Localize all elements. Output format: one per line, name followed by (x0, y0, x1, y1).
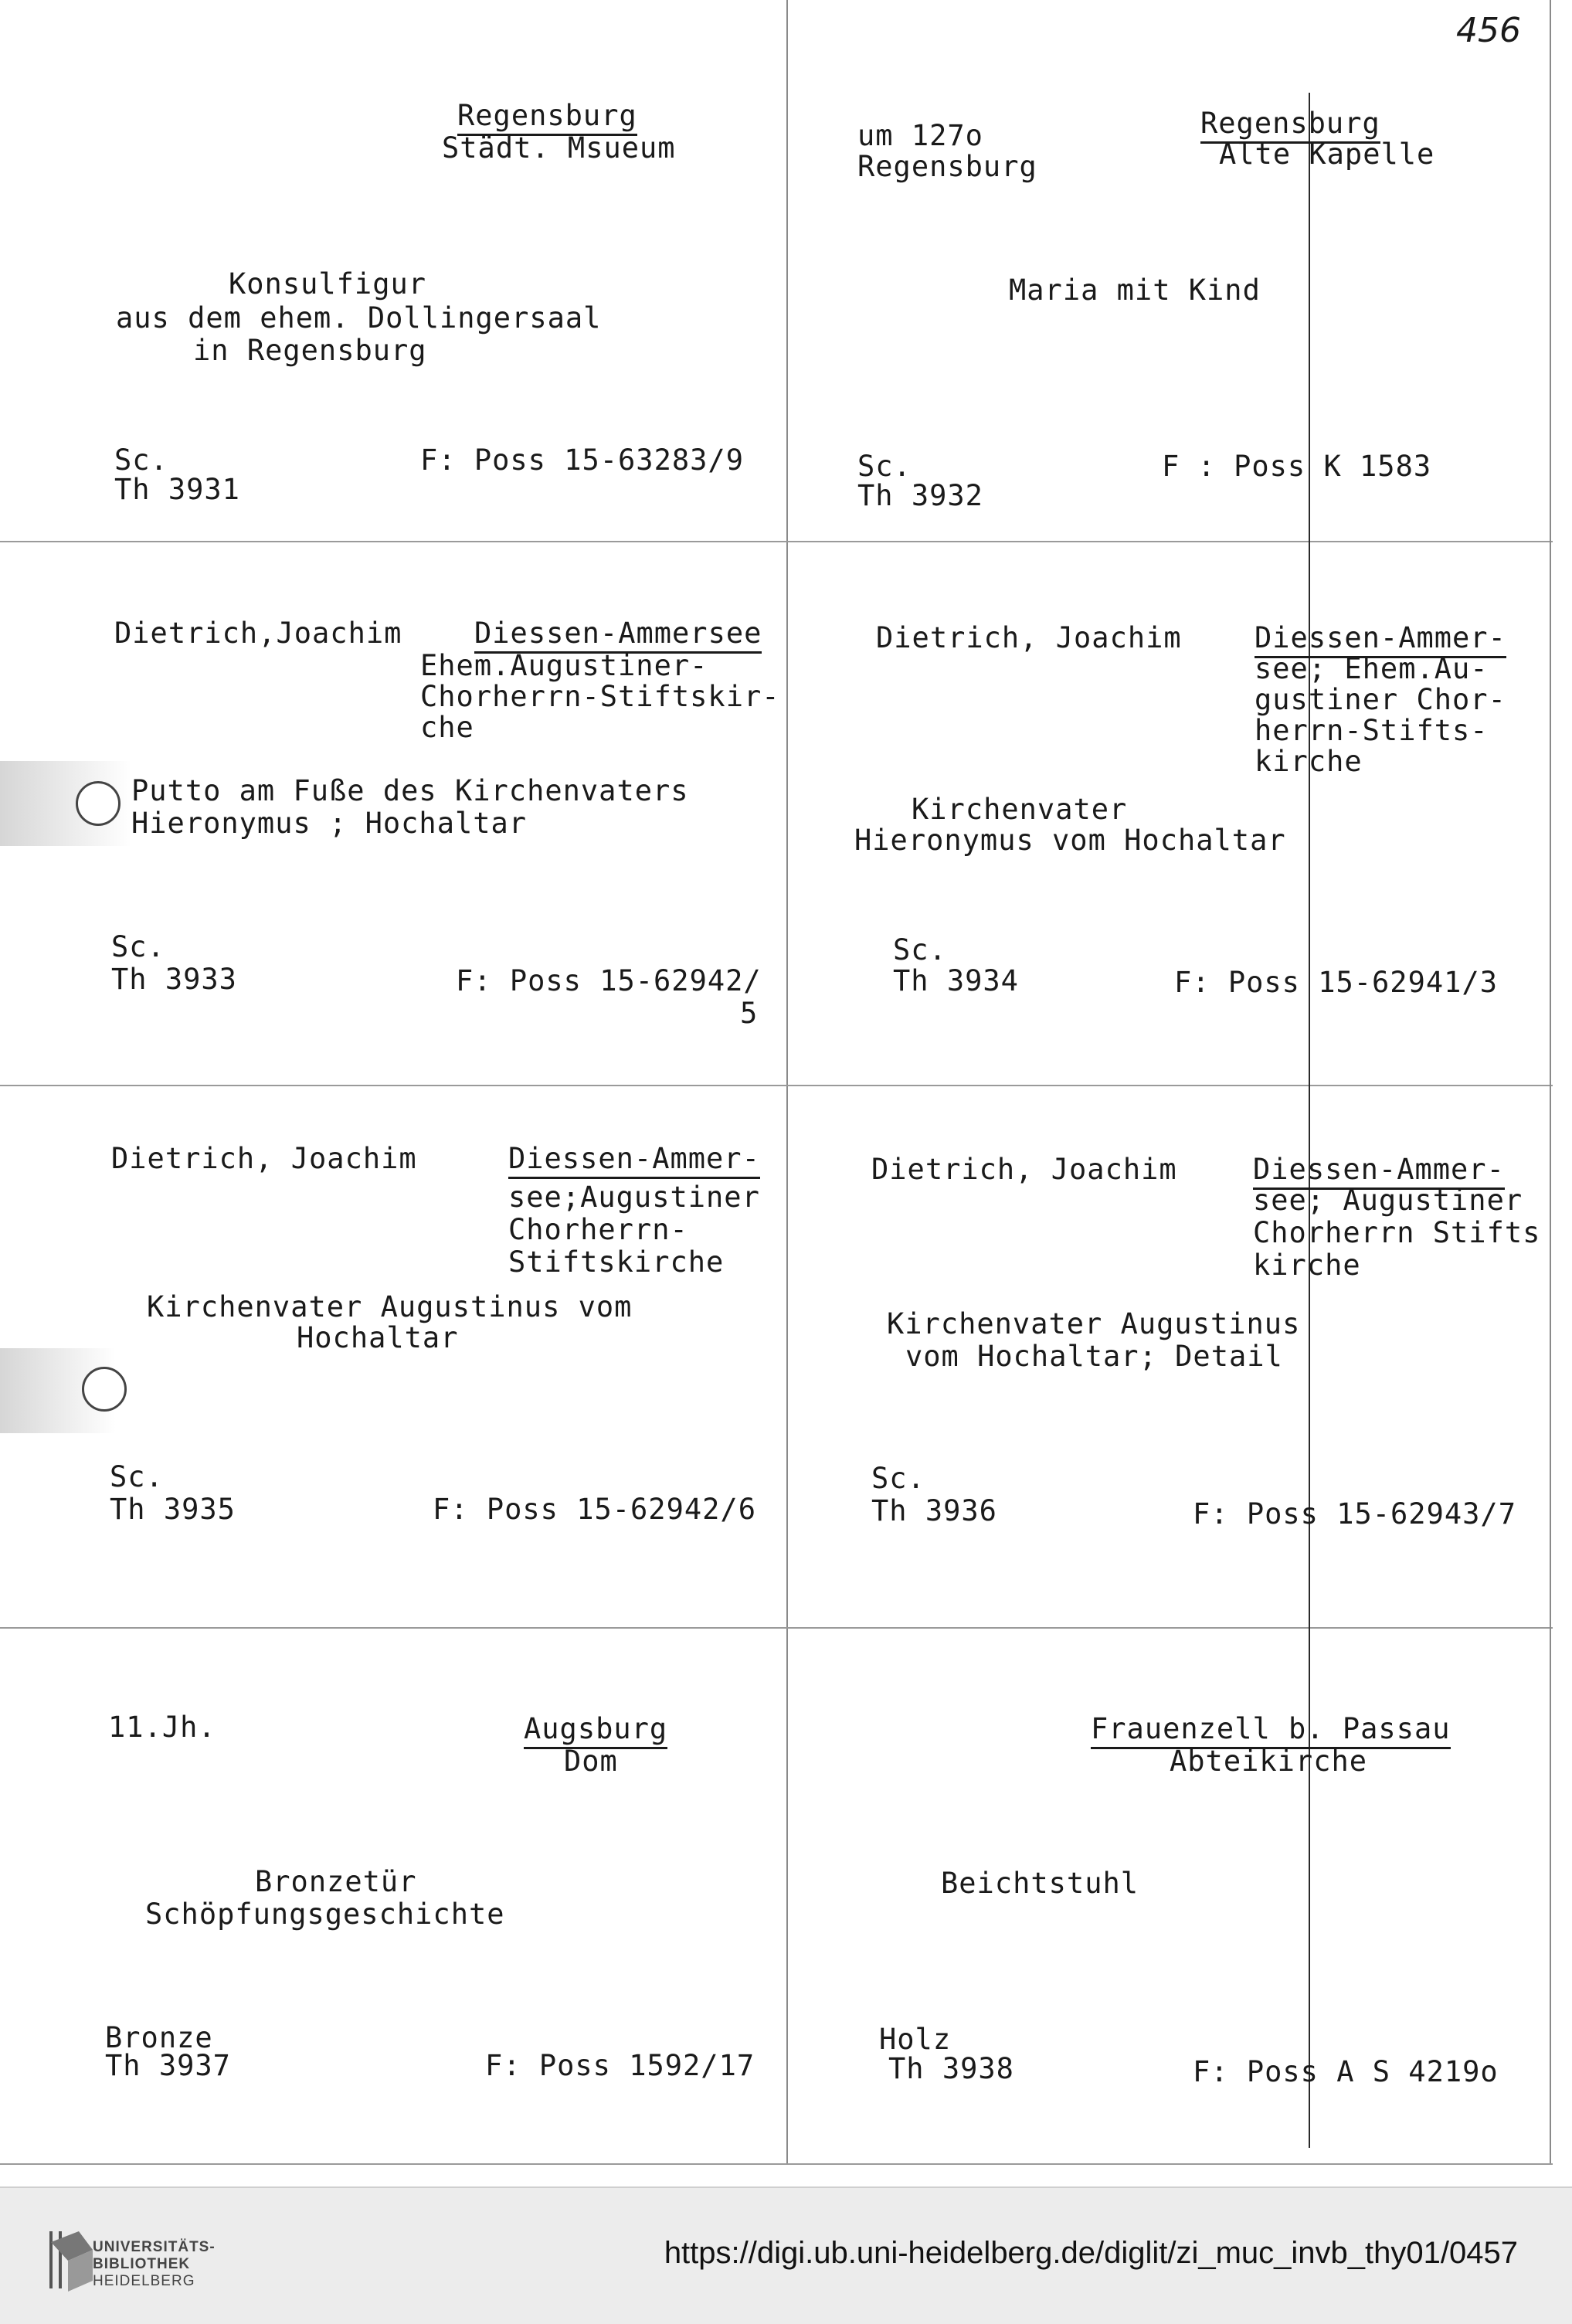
card-institution: Städt. Msueum (442, 131, 676, 165)
card-inventory: Th 3934 (893, 964, 1019, 997)
library-name-line: HEIDELBERG (93, 2273, 195, 2289)
library-name-line: UNIVERSITÄTS- (93, 2239, 216, 2255)
card-artist: Dietrich,Joachim (114, 617, 402, 650)
punch-hole (82, 1367, 127, 1412)
card-title-line: Konsulfigur (229, 267, 427, 301)
card-institution-line: see; Augustiner (1253, 1184, 1523, 1217)
card-photo-ref: F: Poss 15-63283/9 (420, 443, 744, 477)
card-title: Maria mit Kind (1009, 274, 1261, 307)
card-material: Sc. (893, 933, 947, 967)
card-inventory: Th 3937 (105, 2049, 231, 2082)
card-photo-ref: F: Poss A S 4219o (1193, 2055, 1499, 2088)
card-institution: Abteikirche (1170, 1745, 1368, 1778)
card-place: Regensburg (1200, 108, 1380, 139)
card-photo-ref: F: Poss 15-62942/6 (433, 1493, 756, 1526)
card-photo-ref: F: Poss 15-62942/ (456, 964, 762, 997)
scan-artifact-line (1309, 93, 1310, 2148)
card-photo-ref: F: Poss 15-62941/3 (1174, 966, 1498, 999)
page-url-link[interactable]: https://digi.ub.uni-heidelberg.de/diglit/zi_muc_invb_thy01/0457 (664, 2236, 1518, 2270)
card-material: Holz (879, 2023, 952, 2056)
card-institution: Dom (564, 1745, 618, 1778)
card-artist: Dietrich, Joachim (871, 1153, 1177, 1186)
card-divider-bottom (0, 2163, 1553, 2165)
card-date: um 127o (857, 119, 983, 152)
card-inventory: Th 3938 (888, 2052, 1014, 2085)
page-number: 456 (1456, 11, 1521, 50)
card-title-line: Hochaltar (297, 1321, 459, 1354)
library-name-line: BIBLIOTHEK (93, 2256, 191, 2272)
card-material: Sc. (111, 930, 165, 963)
card-title-line: aus dem ehem. Dollingersaal (116, 301, 602, 335)
card-material: Sc. (114, 443, 168, 477)
card-title-line: Bronzetür (255, 1865, 417, 1898)
card-photo-ref: F : Poss K 1583 (1162, 450, 1432, 483)
library-logo-icon (45, 2227, 99, 2293)
card-institution: Alte Kapelle (1219, 138, 1435, 171)
card-title-line: Kirchenvater Augustinus (887, 1307, 1301, 1340)
card-divider-row-3 (0, 1627, 1553, 1629)
card-divider-row-2 (0, 1085, 1553, 1086)
card-inventory: Th 3936 (871, 1494, 997, 1527)
sheet-right-edge (1550, 0, 1551, 2163)
card-place: Regensburg (457, 100, 637, 131)
card-divider-vertical (786, 0, 788, 2163)
card-institution-line: Ehem.Augustiner- (420, 649, 708, 682)
card-title-line: Hieronymus ; Hochaltar (131, 807, 528, 840)
card-title-line: vom Hochaltar; Detail (905, 1340, 1283, 1373)
card-title-line: Schöpfungsgeschichte (145, 1898, 505, 1931)
card-institution-line: see;Augustiner (508, 1181, 760, 1214)
card-title-line: in Regensburg (193, 334, 427, 367)
card-title-line: Hieronymus vom Hochaltar (854, 824, 1286, 857)
card-place: Diessen-Ammersee (474, 618, 762, 649)
card-institution-line: gustiner Chor- (1255, 683, 1506, 716)
card-date-place: Regensburg (857, 150, 1037, 183)
card-divider-row-1 (0, 541, 1553, 542)
card-inventory: Th 3933 (111, 963, 237, 996)
card-artist: Dietrich, Joachim (876, 621, 1182, 654)
card-title-line: Kirchenvater Augustinus vom (147, 1290, 633, 1323)
card-place: Augsburg (524, 1714, 667, 1745)
card-inventory: Th 3935 (110, 1493, 236, 1526)
card-place: Diessen-Ammer- (1253, 1154, 1505, 1185)
card-photo-ref: F: Poss 1592/17 (485, 2049, 755, 2082)
card-date: 11.Jh. (108, 1711, 216, 1744)
card-institution-line: Chorherrn- (508, 1213, 688, 1246)
viewer-footer (0, 2186, 1572, 2324)
card-institution-line: kirche (1255, 745, 1363, 778)
card-material: Bronze (105, 2021, 213, 2054)
card-institution-line: Chorherrn-Stiftskir- (420, 680, 780, 713)
card-photo-ref-continued: 5 (740, 997, 759, 1030)
card-title: Beichtstuhl (941, 1867, 1139, 1900)
card-institution-line: Stiftskirche (508, 1245, 725, 1279)
card-artist: Dietrich, Joachim (111, 1142, 417, 1175)
card-place: Diessen-Ammer- (1255, 623, 1506, 654)
punch-hole (76, 781, 121, 826)
card-material: Sc. (857, 450, 912, 483)
card-title-line: Kirchenvater (912, 793, 1128, 826)
card-institution-line: kirche (1253, 1249, 1361, 1282)
card-title-line: Putto am Fuße des Kirchenvaters (131, 774, 689, 807)
card-material: Sc. (110, 1460, 164, 1493)
card-inventory: Th 3932 (857, 479, 983, 512)
card-place: Frauenzell b. Passau (1091, 1714, 1451, 1745)
card-photo-ref: F: Poss 15-62943/7 (1193, 1497, 1516, 1531)
card-institution-line: che (420, 711, 474, 744)
card-place: Diessen-Ammer- (508, 1143, 760, 1174)
card-institution-line: see; Ehem.Au- (1255, 652, 1489, 685)
card-institution-line: herrn-Stifts- (1255, 714, 1489, 747)
card-material: Sc. (871, 1462, 925, 1495)
card-institution-line: Chorherrn Stifts (1253, 1216, 1541, 1249)
card-inventory: Th 3931 (114, 473, 240, 506)
